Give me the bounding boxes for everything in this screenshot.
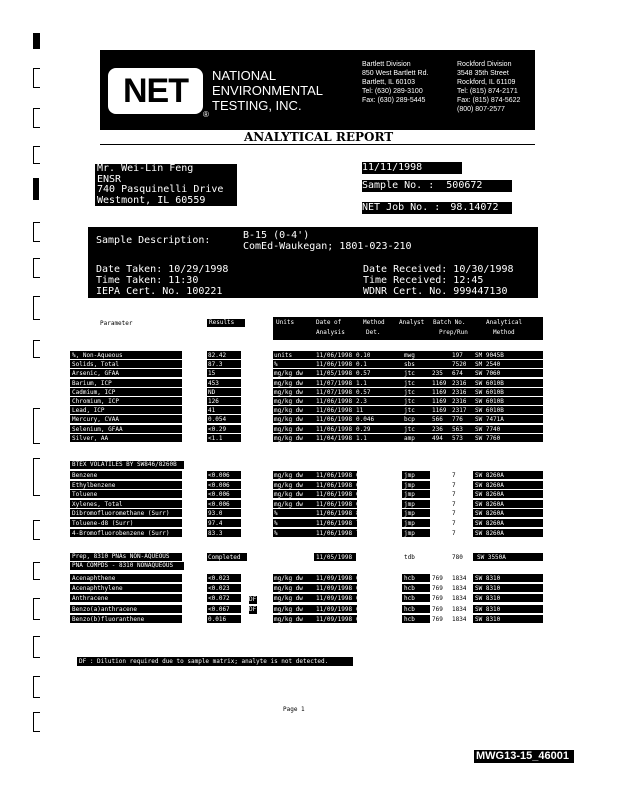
units-cell: mg/kg dw <box>274 481 303 489</box>
result-cell: 0.016 <box>208 615 227 623</box>
group-title-pna-prep: Prep, 8310 PNAs NON-AQUEOUS <box>70 553 182 561</box>
units-cell: % <box>274 529 278 537</box>
method-cell: SW 7740 <box>475 425 501 433</box>
result-cell: <0.023 <box>208 585 230 593</box>
method-cell: SW 7471A <box>475 416 504 424</box>
analysis-date-cell: 11/04/1998 <box>316 434 353 442</box>
units-cell: mg/kg dw <box>274 407 303 415</box>
table-row <box>0 397 618 406</box>
method-cell: SW 8260A <box>475 481 504 489</box>
result-cell: 87.3 <box>208 361 223 369</box>
result-cell: <0.29 <box>208 425 227 433</box>
units-cell: mg/kg dw <box>274 491 303 499</box>
units-cell: % <box>274 361 278 369</box>
table-row <box>0 379 618 388</box>
company-logo: NET <box>108 68 203 114</box>
table-row <box>0 584 618 593</box>
document-id: MWG13-15_46001 <box>474 750 574 763</box>
method-cell: SM 2540 <box>475 361 501 369</box>
batch-run-cell: 1834 <box>452 595 467 603</box>
analyst-cell: jmp <box>404 472 415 479</box>
analysis-date-cell: 11/06/1998 <box>316 416 353 424</box>
group-subtitle-pna: PNA COMPDS - 8310 NONAQUEOUS <box>70 562 184 570</box>
detection-limit-cell: 0.023 <box>356 585 375 593</box>
batch-prep-cell: 1169 <box>432 398 447 405</box>
parameter-cell: Xylenes, Total <box>72 500 123 508</box>
detection-limit-cell: 2.3 <box>356 398 367 405</box>
analyst-cell: hcb <box>404 595 415 603</box>
method-cell: SW 8260A <box>475 491 504 499</box>
batch-run-cell: 563 <box>452 425 463 433</box>
units-cell: mg/kg dw <box>274 425 303 433</box>
sample-number-line: Sample No. : 500672 <box>362 180 512 192</box>
analysis-date-cell: 11/05/1998 <box>316 370 353 378</box>
method-cell: SW 8260A <box>475 500 504 508</box>
analyst-cell: jmp <box>404 529 415 537</box>
report-title: ANALYTICAL REPORT <box>244 130 394 144</box>
method-cell: SW 6010B <box>475 398 504 405</box>
rockford-address: Rockford Division 3548 35th Street Rockford, IL 61109 Tel: (815) 874-2171 Fax: (815) 874-5622 (800) 807-2577 <box>457 61 521 113</box>
analysis-date-cell: 11/09/1998 <box>316 595 353 603</box>
analyst-cell: jmp <box>404 491 415 499</box>
parameter-cell: Toluene <box>72 491 98 499</box>
analysis-date-cell: 11/06/1998 <box>316 472 353 479</box>
method-cell: SM 9045B <box>475 352 504 359</box>
batch-prep-cell: 566 <box>432 416 443 424</box>
units-cell: mg/kg dw <box>274 370 303 378</box>
detection-limit-cell: 1.1 <box>356 434 367 442</box>
result-cell: <0.006 <box>208 491 230 499</box>
analyst-cell: jmp <box>404 520 415 527</box>
result-cell: 97.4 <box>208 520 223 527</box>
detection-limit-cell: 0.0041 <box>356 615 378 623</box>
method-cell: SW 8260A <box>475 510 504 518</box>
parameter-cell: Ethylbenzene <box>72 481 116 489</box>
batch-run-cell: 2317 <box>452 407 467 415</box>
detection-limit-cell: 0.046 <box>356 416 375 424</box>
parameter-cell: Dibromofluoromethane (Surr) <box>72 510 170 518</box>
sample-info-block <box>88 227 538 298</box>
batch-run-cell: 2316 <box>452 398 467 405</box>
batch-run-cell: 1834 <box>452 575 467 582</box>
table-row <box>0 605 618 614</box>
analyst-cell: jmp <box>404 500 415 508</box>
analysis-date-cell: 11/06/1998 <box>316 529 353 537</box>
analysis-date-cell: 11/06/1998 <box>316 352 353 359</box>
margin-mark <box>33 296 40 320</box>
result-cell: 15 <box>208 370 216 378</box>
result-cell: 41 <box>208 407 216 415</box>
flag-df: DF <box>249 606 257 613</box>
units-cell: mg/kg dw <box>274 615 303 623</box>
analyst-cell: hcb <box>404 605 415 613</box>
units-cell: mg/kg dw <box>274 472 303 479</box>
result-cell: <0.067 <box>208 605 230 613</box>
units-cell: mg/kg dw <box>274 605 303 613</box>
batch-prep-cell: 769 <box>432 615 443 623</box>
batch-run-cell: 7 <box>452 481 456 489</box>
table-row <box>0 471 618 480</box>
method-cell: SW 8260A <box>475 472 504 479</box>
batch-prep-cell: 1169 <box>432 407 447 415</box>
detection-limit-cell: 0.57 <box>356 388 371 396</box>
header-parameter: Parameter <box>100 320 133 327</box>
margin-mark <box>33 258 40 278</box>
analysis-date-cell: 11/06/1998 <box>316 500 353 508</box>
margin-mark <box>33 178 39 200</box>
units-cell: units <box>274 352 293 359</box>
result-cell: <0.006 <box>208 481 230 489</box>
batch-prep-cell: 769 <box>432 575 443 582</box>
detection-limit-cell: 0.57 <box>356 370 371 378</box>
bartlett-address: Bartlett Division 850 West Bartlett Rd. Bartlett, IL 60103 Tel: (630) 289-3100 Fax: (630) 289-5445 <box>362 61 429 104</box>
analysis-date-cell: 11/06/1998 <box>316 425 353 433</box>
analyst-cell: hcb <box>404 575 415 582</box>
table-row <box>0 434 618 443</box>
method-cell: SW 7760 <box>475 434 501 442</box>
batch-run-cell: 2316 <box>452 379 467 387</box>
detection-limit-cell: 11 <box>356 407 364 415</box>
units-cell: mg/kg dw <box>274 388 303 396</box>
margin-mark <box>33 108 40 128</box>
analyst-cell: hcb <box>404 585 415 593</box>
company-name: NATIONAL ENVIRONMENTAL TESTING, INC. <box>212 68 323 113</box>
letterhead <box>100 50 535 130</box>
parameter-cell: Acenaphthylene <box>72 585 123 593</box>
detection-limit-cell: 0.072 <box>356 595 375 603</box>
analyst-cell: jtc <box>404 407 415 415</box>
margin-mark <box>33 712 40 732</box>
client-address: Mr. Wei-Lin Feng ENSR 740 Pasquinelli Drive Westmont, IL 60559 <box>95 164 237 206</box>
batch-prep-cell: 494 <box>432 434 443 442</box>
batch-run-cell: 7 <box>452 520 456 527</box>
analyst-cell: jtc <box>404 425 415 433</box>
analysis-date-cell: 11/06/1998 <box>316 491 353 499</box>
time-taken: Time Taken: 11:30 <box>96 275 199 286</box>
table-row <box>0 519 618 528</box>
sample-desc-label: Sample Description: <box>96 235 211 246</box>
parameter-cell: Barium, ICP <box>72 379 112 387</box>
table-row <box>0 490 618 499</box>
flag-df: DF <box>249 596 257 603</box>
result-cell: 126 <box>208 398 219 405</box>
batch-run-cell: 2316 <box>452 388 467 396</box>
batch-prep-cell: 769 <box>432 605 443 613</box>
parameter-cell: Lead, ICP <box>72 407 105 415</box>
date-received: Date Received: 10/30/1998 <box>363 264 514 275</box>
result-cell: <0.006 <box>208 500 230 508</box>
analyst-cell: mwg <box>404 352 415 359</box>
batch-run-cell: 7 <box>452 500 456 508</box>
analysis-date-cell: 11/07/1998 <box>316 379 353 387</box>
parameter-cell: %, Non-Aqueous <box>72 352 123 359</box>
prep-row: Completed 11/05/1998 tdb 780 SW 3550A <box>0 553 618 562</box>
time-received: Time Received: 12:45 <box>363 275 484 286</box>
units-cell: mg/kg dw <box>274 398 303 405</box>
analyst-cell: jmp <box>404 510 415 518</box>
analysis-date-cell: 11/06/1998 <box>316 398 353 405</box>
result-cell: 0.054 <box>208 416 227 424</box>
result-cell: <0.023 <box>208 575 230 582</box>
batch-run-cell: 7 <box>452 510 456 518</box>
detection-limit-cell: 74-125 <box>356 520 378 527</box>
method-cell: SW 6010B <box>475 388 504 396</box>
table-row <box>0 388 618 397</box>
batch-run-cell: 573 <box>452 434 463 442</box>
table-row <box>0 360 618 369</box>
batch-prep-cell: 236 <box>432 425 443 433</box>
sample-desc-line2: ComEd-Waukegan; 1801-023-210 <box>243 241 412 252</box>
units-cell: % <box>274 510 278 518</box>
parameter-cell: Silver, AA <box>72 434 109 442</box>
method-cell: SW 8260A <box>475 520 504 527</box>
units-cell: mg/kg dw <box>274 416 303 424</box>
batch-prep-cell: 1169 <box>432 379 447 387</box>
result-cell: 93.0 <box>208 510 223 518</box>
result-cell: <0.072 <box>208 595 230 603</box>
batch-run-cell: 197 <box>452 352 463 359</box>
margin-mark <box>33 222 40 242</box>
batch-run-cell: 1834 <box>452 615 467 623</box>
method-cell: SW 8310 <box>475 615 501 623</box>
parameter-cell: 4-Bromofluorobenzene (Surr) <box>72 529 170 537</box>
analyst-cell: amp <box>404 434 415 442</box>
units-cell: mg/kg dw <box>274 575 303 582</box>
margin-mark <box>33 636 40 658</box>
analysis-date-cell: 11/07/1998 <box>316 388 353 396</box>
analysis-date-cell: 11/09/1998 <box>316 605 353 613</box>
method-cell: SW 8310 <box>475 575 501 582</box>
detection-limit-cell: 81-120 <box>356 510 378 518</box>
iepa-cert: IEPA Cert. No. 100221 <box>96 286 223 297</box>
title-rule <box>100 144 535 145</box>
detection-limit-cell: 0.006 <box>356 472 375 479</box>
batch-run-cell: 776 <box>452 416 463 424</box>
units-cell: mg/kg dw <box>274 585 303 593</box>
wdnr-cert: WDNR Cert. No. 999447130 <box>363 286 508 297</box>
parameter-cell: Benzene <box>72 472 98 479</box>
analyst-cell: bcp <box>404 416 415 424</box>
analysis-date-cell: 11/06/1998 <box>316 407 353 415</box>
units-cell: mg/kg dw <box>274 595 303 603</box>
units-cell: mg/kg dw <box>274 379 303 387</box>
detection-limit-cell: 0.006 <box>356 500 375 508</box>
parameter-cell: Selenium, GFAA <box>72 425 123 433</box>
page-number: Page 1 <box>283 706 305 713</box>
analysis-date-cell: 11/09/1998 <box>316 615 353 623</box>
table-row <box>0 425 618 434</box>
table-row <box>0 574 618 583</box>
detection-limit-cell: 0.10 <box>356 352 371 359</box>
method-cell: SW 8310 <box>475 605 501 613</box>
column-headers: Units Date of Analysis Method Det. Analyst Batch No. Prep/Run Analytical Method <box>273 317 543 340</box>
detection-limit-cell: 1.1 <box>356 379 367 387</box>
analyst-cell: jtc <box>404 379 415 387</box>
detection-limit-cell: 0.0070 <box>356 605 378 613</box>
analysis-date-cell: 11/06/1998 <box>316 520 353 527</box>
parameter-cell: Acenaphthene <box>72 575 116 582</box>
batch-run-cell: 674 <box>452 370 463 378</box>
parameter-cell: Anthracene <box>72 595 109 603</box>
analysis-date-cell: 11/06/1998 <box>316 361 353 369</box>
margin-mark <box>33 146 40 164</box>
analyst-cell: jtc <box>404 370 415 378</box>
detection-limit-cell: 0.023 <box>356 575 375 582</box>
method-cell: SW 7060 <box>475 370 501 378</box>
margin-mark <box>33 676 40 698</box>
group-title-btex: BTEX VOLATILES BY SW846/8260B <box>70 461 184 469</box>
batch-run-cell: 7 <box>452 472 456 479</box>
batch-prep-cell: 1169 <box>432 388 447 396</box>
header-results: Results <box>207 319 245 327</box>
result-cell: <0.006 <box>208 472 230 479</box>
analyst-cell: hcb <box>404 615 415 623</box>
result-cell: 83.3 <box>208 529 223 537</box>
table-row <box>0 369 618 378</box>
table-row <box>0 406 618 415</box>
units-cell: mg/kg dw <box>274 500 303 508</box>
batch-run-cell: 7 <box>452 529 456 537</box>
method-cell: SW 8310 <box>475 595 501 603</box>
parameter-cell: Chromium, ICP <box>72 398 119 405</box>
detection-limit-cell: 0.006 <box>356 481 375 489</box>
result-cell: 82.42 <box>208 352 227 359</box>
detection-limit-cell: 0.1 <box>356 361 367 369</box>
analysis-date-cell: 11/09/1998 <box>316 575 353 582</box>
method-cell: SW 8310 <box>475 585 501 593</box>
method-cell: SW 6010B <box>475 379 504 387</box>
sample-desc-line1: B-15 (0-4') <box>243 230 310 241</box>
table-row <box>0 615 618 624</box>
batch-prep-cell: 235 <box>432 370 443 378</box>
table-row <box>0 500 618 509</box>
analysis-date-cell: 11/06/1998 <box>316 481 353 489</box>
table-row <box>0 481 618 490</box>
table-row <box>0 509 618 518</box>
analyst-cell: jtc <box>404 398 415 405</box>
batch-run-cell: 1834 <box>452 585 467 593</box>
batch-run-cell: 7 <box>452 491 456 499</box>
analysis-date-cell: 11/09/1998 <box>316 585 353 593</box>
method-cell: SW 6010B <box>475 407 504 415</box>
parameter-cell: Arsenic, GFAA <box>72 370 119 378</box>
table-row <box>0 351 618 360</box>
batch-prep-cell: 769 <box>432 595 443 603</box>
registered-mark: ® <box>203 110 209 119</box>
analyst-cell: jtc <box>404 388 415 396</box>
result-cell: ND <box>208 388 216 396</box>
batch-run-cell: 7520 <box>452 361 467 369</box>
parameter-cell: Cadmium, ICP <box>72 388 116 396</box>
result-cell: 453 <box>208 379 219 387</box>
margin-mark <box>33 68 40 88</box>
analyst-cell: sbs <box>404 361 415 369</box>
table-row <box>0 415 618 424</box>
analysis-date-cell: 11/06/1998 <box>316 510 353 518</box>
detection-limit-cell: 0.006 <box>356 491 375 499</box>
method-cell: SW 8260A <box>475 529 504 537</box>
units-cell: mg/kg dw <box>274 434 303 442</box>
analyst-cell: jmp <box>404 481 415 489</box>
footnote: DF : Dilution required due to sample matrix; analyte is not detected. <box>77 657 353 666</box>
parameter-cell: Toluene-d8 (Surr) <box>72 520 134 527</box>
date-taken: Date Taken: 10/29/1998 <box>96 264 229 275</box>
job-number-line: NET Job No. : 98.14072 <box>362 202 512 214</box>
batch-run-cell: 1834 <box>452 605 467 613</box>
detection-limit-cell: 70-110 <box>356 529 378 537</box>
result-cell: <1.1 <box>208 434 223 442</box>
table-row <box>0 529 618 538</box>
parameter-cell: Mercury, CVAA <box>72 416 119 424</box>
units-cell: % <box>274 520 278 527</box>
report-date: 11/11/1998 <box>362 162 462 174</box>
detection-limit-cell: 0.29 <box>356 425 371 433</box>
batch-prep-cell: 769 <box>432 585 443 593</box>
parameter-cell: Benzo(b)fluoranthene <box>72 615 145 623</box>
parameter-cell: Benzo(a)anthracene <box>72 605 138 613</box>
table-row <box>0 594 618 603</box>
margin-mark <box>33 33 40 49</box>
parameter-cell: Solids, Total <box>72 361 119 369</box>
